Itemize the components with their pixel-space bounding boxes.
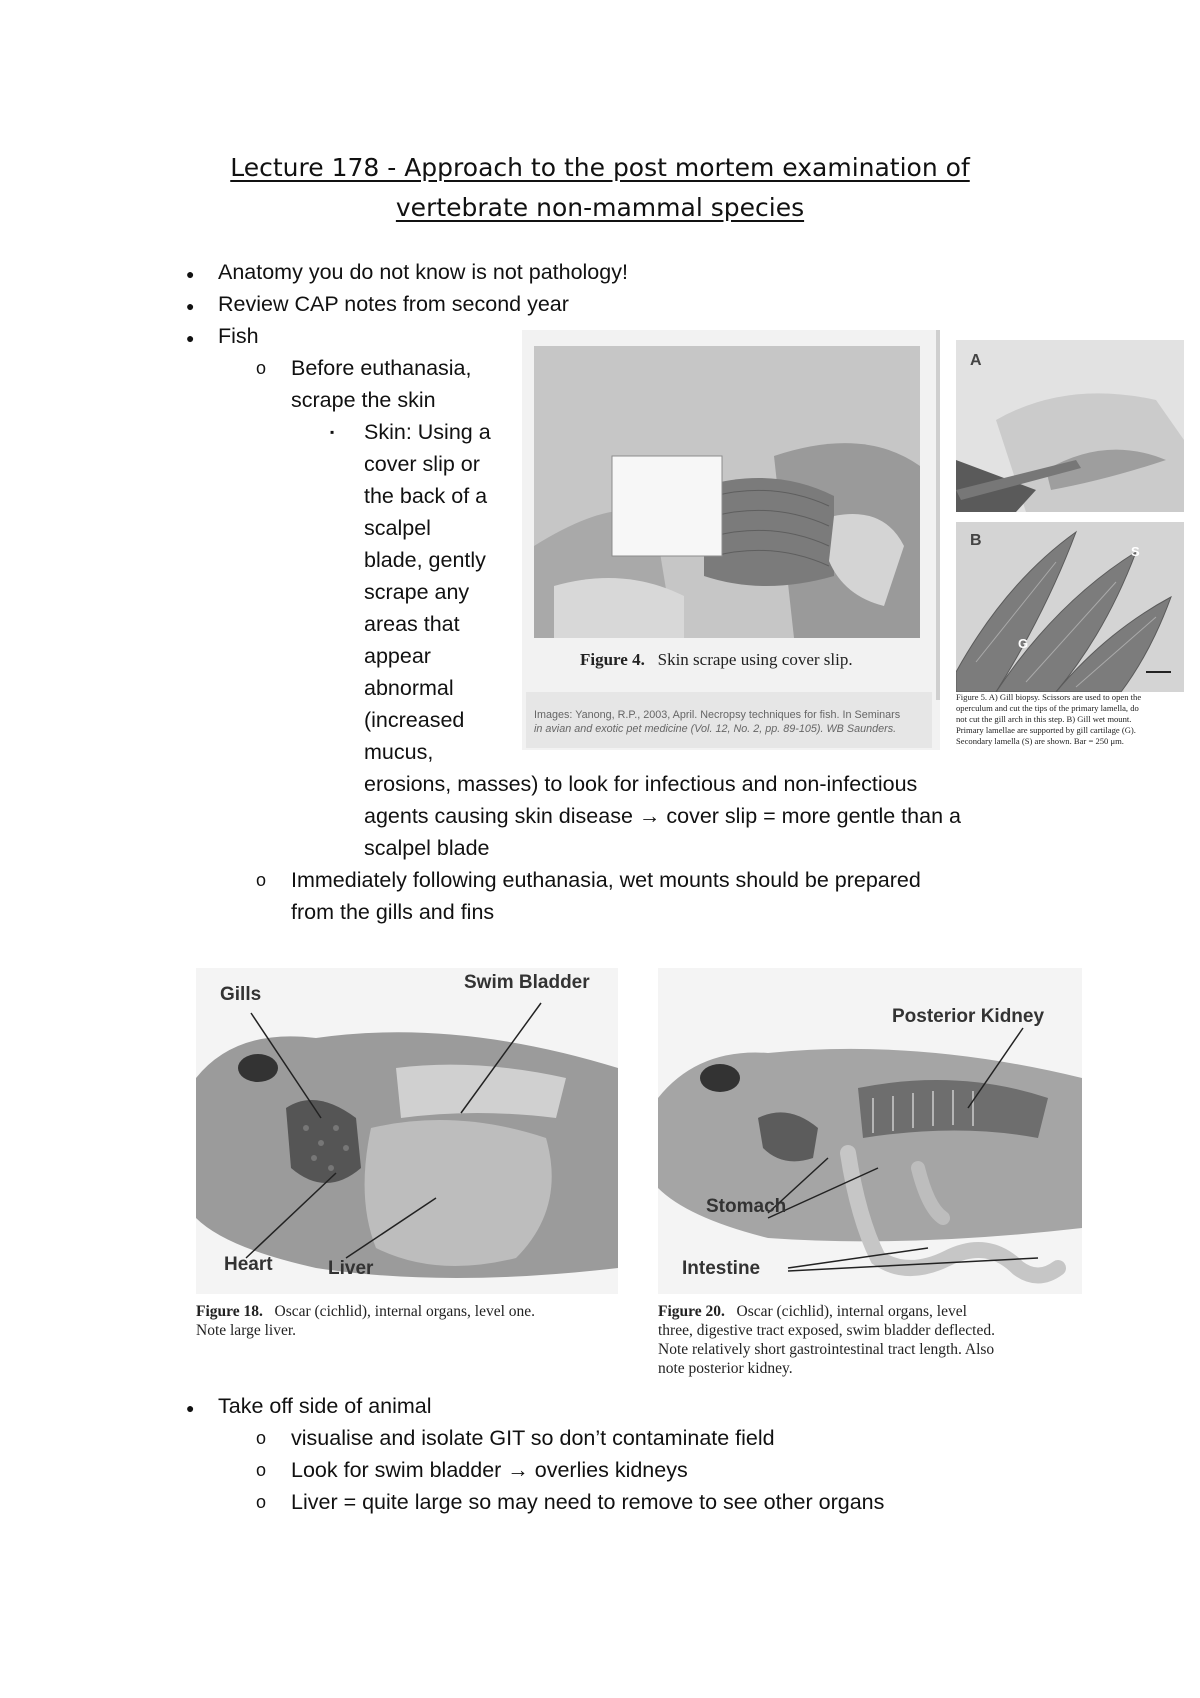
figure-5-label-g: G bbox=[1018, 636, 1029, 651]
oscar-level-three-photo bbox=[658, 968, 1082, 1294]
bullet-marker: ● bbox=[186, 1400, 195, 1416]
figure-5-caption-line-2: operculum and cut the tips of the primary lamella, do bbox=[956, 703, 1139, 713]
before-euthanasia-line-1: Before euthanasia, bbox=[291, 356, 472, 380]
skin-narrow-line: appear bbox=[364, 644, 431, 668]
bullet-anatomy: Anatomy you do not know is not pathology! bbox=[218, 260, 628, 284]
skin-wide-line-3: scalpel blade bbox=[364, 836, 490, 860]
figure-20-caption-label: Figure 20. bbox=[658, 1303, 725, 1320]
figure-20-caption-line-2: three, digestive tract exposed, swim bladder deflected. bbox=[658, 1322, 995, 1339]
figure-20-caption-line-4: note posterior kidney. bbox=[658, 1360, 793, 1377]
sub-liver: Liver = quite large so may need to remove to see other organs bbox=[291, 1490, 885, 1514]
gill-biopsy-photo bbox=[956, 340, 1184, 512]
skin-wide-line-2: agents causing skin disease → cover slip = more gentle than a bbox=[364, 804, 961, 828]
sub-marker: o bbox=[256, 1492, 267, 1512]
sub-marker: o bbox=[256, 1428, 267, 1448]
skin-narrow-line: blade, gently bbox=[364, 548, 486, 572]
skin-narrow-line: scalpel bbox=[364, 516, 431, 540]
figure-5-caption bbox=[956, 692, 1186, 747]
figure-20-caption-line-1: Oscar (cichlid), internal organs, level bbox=[736, 1303, 967, 1320]
figure-credit bbox=[526, 692, 932, 748]
bullet-take-off-side: Take off side of animal bbox=[218, 1394, 432, 1418]
bullet-marker: ● bbox=[186, 330, 195, 346]
figure-18-caption-label: Figure 18. bbox=[196, 1303, 263, 1320]
figure-18-caption bbox=[196, 1302, 535, 1340]
bullet-marker: ● bbox=[186, 298, 195, 314]
label-gills: Gills bbox=[220, 984, 262, 1005]
sub-marker: o bbox=[256, 358, 267, 378]
sub-swim-bladder: Look for swim bladder → overlies kidneys bbox=[291, 1458, 688, 1482]
skin-narrow-line: cover slip or bbox=[364, 452, 480, 476]
figure-credit-line-1: Images: Yanong, R.P., 2003, April. Necropsy techniques for fish. In Seminars bbox=[534, 709, 901, 721]
figure-18-caption-line-2: Note large liver. bbox=[196, 1322, 297, 1339]
skin-narrow-line: scrape any bbox=[364, 580, 470, 604]
figure-5-panel-a-label: A bbox=[970, 352, 982, 369]
figure-5-label-s: S bbox=[1131, 544, 1140, 559]
skin-scrape-photo bbox=[534, 346, 920, 638]
immediately-line-2: from the gills and fins bbox=[291, 900, 495, 924]
figure-5-caption-line-5: Secondary lamella (S) are shown. Bar = 250 μm. bbox=[956, 736, 1124, 746]
subsub-marker: ▪ bbox=[330, 425, 335, 439]
sub-marker: o bbox=[256, 870, 267, 890]
label-swim-bladder: Swim Bladder bbox=[464, 972, 590, 993]
figure-18-caption-line-1: Oscar (cichlid), internal organs, level one. bbox=[274, 1303, 536, 1320]
bullet-review: Review CAP notes from second year bbox=[218, 292, 569, 316]
figure-5-panel-b-label: B bbox=[970, 532, 982, 549]
page-title bbox=[180, 148, 1020, 228]
label-intestine: Intestine bbox=[682, 1258, 761, 1279]
label-stomach: Stomach bbox=[706, 1196, 787, 1217]
figure-4-caption bbox=[580, 650, 853, 670]
skin-narrow-line: Skin: Using a bbox=[364, 420, 491, 444]
figure-5-caption-line-3: not cut the gill arch in this step. B) Gill wet mount. bbox=[956, 714, 1132, 724]
figure-5-caption-line-1: Figure 5. A) Gill biopsy. Scissors are used to open the bbox=[956, 692, 1142, 702]
skin-narrow-line: the back of a bbox=[364, 484, 488, 508]
figure-20-caption bbox=[658, 1302, 1088, 1378]
bullet-marker: ● bbox=[186, 266, 195, 282]
figure-5-caption-line-4: Primary lamellae are supported by gill cartilage (G). bbox=[956, 725, 1136, 735]
title-line-2: vertebrate non-mammal species bbox=[395, 193, 805, 222]
title-line-1: Lecture 178 - Approach to the post mortem examination of bbox=[230, 153, 970, 182]
skin-narrow-line: abnormal bbox=[364, 676, 454, 700]
figure-4-caption-text: Skin scrape using cover slip. bbox=[657, 650, 853, 669]
skin-narrow-line: mucus, bbox=[364, 740, 434, 764]
before-euthanasia-line-2: scrape the skin bbox=[291, 388, 436, 412]
skin-wide-line-1: erosions, masses) to look for infectious and non-infectious bbox=[364, 772, 918, 796]
figure-4-caption-label: Figure 4. bbox=[580, 650, 645, 669]
skin-narrow-line: (increased bbox=[364, 708, 465, 732]
figure-20-caption-line-3: Note relatively short gastrointestinal tract length. Also bbox=[658, 1341, 995, 1358]
label-liver: Liver bbox=[328, 1258, 374, 1279]
sub-marker: o bbox=[256, 1460, 267, 1480]
bullet-fish: Fish bbox=[218, 324, 259, 348]
skin-narrow-line: areas that bbox=[364, 612, 460, 636]
label-heart: Heart bbox=[224, 1254, 273, 1275]
label-posterior-kidney: Posterior Kidney bbox=[892, 1006, 1045, 1027]
oscar-level-one-photo bbox=[196, 968, 618, 1294]
figure-credit-line-2: in avian and exotic pet medicine (Vol. 12, No. 2, pp. 89-105). WB Saunders. bbox=[534, 723, 897, 735]
immediately-line-1: Immediately following euthanasia, wet mounts should be prepared bbox=[291, 868, 921, 892]
sub-visualise-git: visualise and isolate GIT so don’t contaminate field bbox=[291, 1426, 775, 1450]
gill-wet-mount-photo bbox=[956, 522, 1184, 692]
